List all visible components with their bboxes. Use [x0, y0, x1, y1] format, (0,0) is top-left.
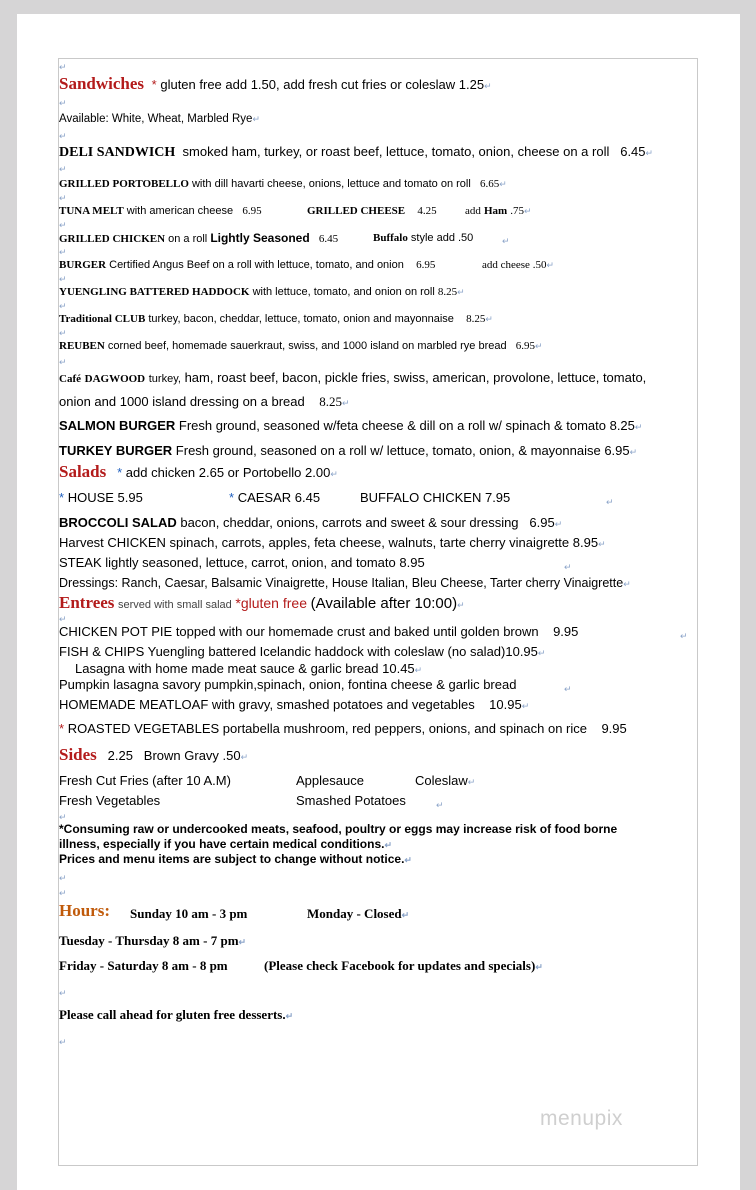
side-applesauce: Applesauce: [296, 773, 364, 788]
item-grilled-chicken: GRILLED CHICKEN on a roll Lightly Seasoned 6.45: [59, 231, 339, 245]
salad-harvest-chicken: Harvest CHICKEN spinach, carrots, apples, feta cheese, walnuts, tarte cherry vinaigrette 8.95↵: [59, 535, 606, 550]
hours-sunday: Sunday 10 am - 3 pm: [130, 906, 248, 921]
salads-header: Salads * add chicken 2.65 or Portobello 2.00↵: [59, 462, 338, 481]
item-cafe-dagwood-cont: onion and 1000 island dressing on a bread 8.25↵: [59, 394, 350, 409]
hours-fri-sat: Friday - Saturday 8 am - 8 pm: [59, 958, 228, 973]
gluten-free-desserts-note: Please call ahead for gluten free desserts.↵: [59, 1007, 294, 1022]
side-coleslaw: Coleslaw↵: [415, 773, 476, 788]
item-burger: BURGER Certified Angus Beef on a roll with lettuce, tomato, and onion 6.95: [59, 259, 436, 271]
hours-tue-thu: Tuesday - Thursday 8 am - 7 pm↵: [59, 933, 247, 948]
paragraph-mark: ↵: [59, 164, 67, 174]
paragraph-mark: ↵: [59, 614, 67, 624]
paragraph-mark: ↵: [59, 357, 67, 367]
salad-house: * HOUSE 5.95: [59, 490, 143, 505]
paragraph-mark: ↵: [59, 220, 67, 230]
disclaimer-line-1: *Consuming raw or undercooked meats, seafood, poultry or eggs may increase risk of food borne: [59, 822, 618, 836]
disclaimer-line-2: illness, especially if you have certain medical conditions.↵: [59, 837, 392, 851]
item-turkey-burger: TURKEY BURGER Fresh ground, seasoned on a roll w/ lettuce, tomato, onion, & mayonnaise 6.95↵: [59, 443, 638, 458]
item-grilled-cheese: GRILLED CHEESE 4.25: [307, 205, 437, 217]
menupix-watermark: menupix: [540, 1107, 623, 1130]
paragraph-mark: ↵: [59, 1037, 67, 1047]
paragraph-mark: ↵: [59, 812, 67, 822]
entree-chicken-pot-pie: CHICKEN POT PIE topped with our homemade crust and baked until golden brown 9.95: [59, 624, 579, 639]
entree-roasted-vegetables: * ROASTED VEGETABLES portabella mushroom, red peppers, onions, and spinach on rice 9.95: [59, 721, 627, 736]
paragraph-mark: ↵: [564, 562, 572, 572]
item-salmon-burger: SALMON BURGER Fresh ground, seasoned w/feta cheese & dill on a roll w/ spinach & tomato 8.25↵: [59, 418, 643, 433]
item-grilled-portobello: GRILLED PORTOBELLO with dill havarti cheese, onions, lettuce and tomato on roll 6.65↵: [59, 178, 507, 190]
salad-caesar: * CAESAR 6.45: [229, 490, 321, 505]
item-buffalo: Buffalo style add .50: [373, 232, 474, 244]
paragraph-mark: ↵: [502, 236, 510, 246]
paragraph-mark: ↵: [59, 62, 67, 72]
sandwiches-header: Sandwiches * gluten free add 1.50, add fresh cut fries or coleslaw 1.25↵: [59, 74, 492, 93]
paragraph-mark: ↵: [59, 873, 67, 883]
paragraph-mark: ↵: [59, 247, 67, 257]
item-tuna-melt: TUNA MELT with american cheese 6.95: [59, 205, 262, 217]
salad-buffalo-chicken: BUFFALO CHICKEN 7.95: [360, 490, 511, 505]
salad-broccoli: BROCCOLI SALAD bacon, cheddar, onions, carrots and sweet & sour dressing 6.95↵: [59, 515, 563, 530]
side-smashed-potatoes: Smashed Potatoes: [296, 793, 406, 808]
paragraph-mark: ↵: [59, 274, 67, 284]
disclaimer-line-3: Prices and menu items are subject to change without notice.↵: [59, 852, 412, 866]
item-traditional-club: Traditional CLUB turkey, bacon, cheddar, lettuce, tomato, onion and mayonnaise 8.25↵: [59, 313, 493, 325]
hours-header: Hours:: [59, 901, 110, 920]
side-fries: Fresh Cut Fries (after 10 A.M): [59, 773, 231, 788]
sandwiches-star: *: [151, 77, 157, 92]
paragraph-mark: ↵: [59, 988, 67, 998]
sides-header: Sides 2.25 Brown Gravy .50↵: [59, 745, 249, 764]
paragraph-mark: ↵: [59, 193, 67, 203]
hours-facebook-note: (Please check Facebook for updates and specials)↵: [264, 958, 543, 973]
item-cafe-dagwood: Café DAGWOOD turkey, ham, roast beef, bacon, pickle fries, swiss, american, provolone, lettuce, tomato,: [59, 370, 647, 385]
entree-pumpkin-lasagna: Pumpkin lasagna savory pumpkin,spinach, onion, fontina cheese & garlic bread: [59, 677, 517, 692]
salad-dressings: Dressings: Ranch, Caesar, Balsamic Vinaigrette, House Italian, Bleu Cheese, Tarter cherry Vinaigrette↵: [59, 576, 631, 590]
paragraph-mark: ↵: [59, 888, 67, 898]
entree-fish-chips: FISH & CHIPS Yuengling battered Icelandic haddock with coleslaw (no salad)10.95↵: [59, 644, 546, 659]
paragraph-mark: ↵: [436, 800, 444, 810]
sandwiches-heading: Sandwiches: [59, 74, 145, 93]
paragraph-mark: ↵: [564, 684, 572, 694]
entree-meatloaf: HOMEMADE MEATLOAF with gravy, smashed potatoes and vegetables 10.95↵: [59, 697, 530, 712]
item-deli-sandwich: DELI SANDWICH smoked ham, turkey, or roast beef, lettuce, tomato, onion, cheese on a roll 6.45↵: [59, 144, 654, 160]
salad-steak: STEAK lightly seasoned, lettuce, carrot, onion, and tomato 8.95: [59, 555, 425, 570]
paragraph-mark: ↵: [606, 497, 614, 507]
entrees-header: Entrees served with small salad *gluten free (Available after 10:00)↵: [59, 593, 465, 612]
paragraph-mark: ↵: [59, 98, 67, 108]
hours-monday: Monday - Closed↵: [307, 906, 410, 921]
item-reuben: REUBEN corned beef, homemade sauerkraut, swiss, and 1000 island on marbled rye bread 6.95↵: [59, 340, 543, 352]
item-burger-addon: add cheese .50↵: [482, 259, 554, 271]
item-add-ham: add Ham .75↵: [465, 205, 532, 217]
paragraph-mark: ↵: [59, 301, 67, 311]
entree-lasagna: Lasagna with home made meat sauce & garlic bread 10.45↵: [75, 661, 423, 676]
bread-availability: Available: White, Wheat, Marbled Rye↵: [59, 113, 261, 125]
paragraph-mark: ↵: [59, 131, 67, 141]
item-yuengling-haddock: YUENGLING BATTERED HADDOCK with lettuce, tomato, and onion on roll 8.25↵: [59, 286, 465, 298]
paragraph-mark: ↵: [59, 328, 67, 338]
sandwiches-note: gluten free add 1.50, add fresh cut fries or coleslaw 1.25: [160, 77, 485, 92]
side-vegetables: Fresh Vegetables: [59, 793, 161, 808]
paragraph-mark: ↵: [680, 631, 688, 641]
